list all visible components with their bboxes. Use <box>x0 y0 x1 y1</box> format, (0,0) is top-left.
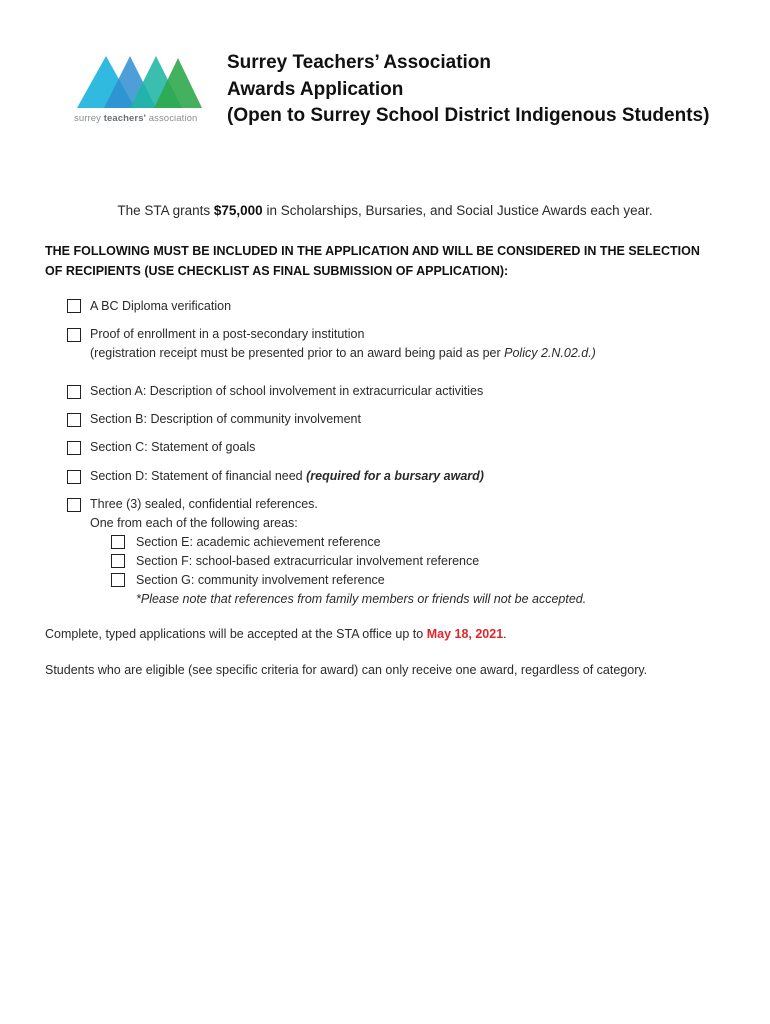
checkbox-section-a[interactable] <box>67 385 81 399</box>
checkbox-section-g[interactable] <box>111 573 125 587</box>
eligibility-text: Students who are eligible (see specific criteria for award) can only receive one award, regardless of category. <box>45 663 648 677</box>
page-title <box>227 50 709 130</box>
title-line-3: (Open to Surrey School District Indigenous Students) <box>227 105 710 126</box>
grant-amount: $75,000 <box>213 203 263 218</box>
checklist-label-diploma: A BC Diploma verification <box>90 299 232 313</box>
checklist-label-section-f: Section F: school-based extracurricular involvement reference <box>136 554 480 568</box>
enrollment-note: (registration receipt must be presented prior to an award being paid as per Policy 2.N.02.d.) <box>90 346 596 360</box>
checkbox-enrollment[interactable] <box>67 328 81 342</box>
mountains-logo-graphic <box>72 50 212 112</box>
checklist-label-section-a: Section A: Description of school involvement in extracurricular activities <box>90 384 484 398</box>
checklist-label-section-d: Section D: Statement of financial need (required for a bursary award) <box>90 469 484 483</box>
checkbox-section-b[interactable] <box>67 413 81 427</box>
checklist-label-section-c: Section C: Statement of goals <box>90 440 256 454</box>
checklist-label-references: Three (3) sealed, confidential references. <box>90 497 318 511</box>
checklist-label-section-g: Section G: community involvement reference <box>136 573 385 587</box>
checklist-label-section-b: Section B: Description of community involvement <box>90 412 361 426</box>
checkbox-references[interactable] <box>67 498 81 512</box>
deadline-text: Complete, typed applications will be accepted at the STA office up to May 18, 2021. <box>45 627 507 641</box>
sta-logo <box>72 50 212 128</box>
checklist-heading: THE FOLLOWING MUST BE INCLUDED IN THE APPLICATION AND WILL BE CONSIDERED IN THE SELECTION OF RECIPIENTS (USE CHECKLIST AS FINAL SUBMISSION OF APPLICATION): <box>45 244 700 278</box>
checklist-label-section-e: Section E: academic achievement reference <box>136 535 381 549</box>
checkbox-diploma[interactable] <box>67 299 81 313</box>
title-line-1: Surrey Teachers’ Association <box>227 52 492 73</box>
checkbox-section-e[interactable] <box>111 535 125 549</box>
intro-text: The STA grants $75,000 in Scholarships, Bursaries, and Social Justice Awards each year. <box>117 203 653 218</box>
checkbox-section-d[interactable] <box>67 470 81 484</box>
checklist-label-enrollment: Proof of enrollment in a post-secondary institution <box>90 327 365 341</box>
logo-wordmark: surrey teachers' association <box>74 113 198 124</box>
checkbox-section-c[interactable] <box>67 441 81 455</box>
checkbox-section-f[interactable] <box>111 554 125 568</box>
deadline-date: May 18, 2021 <box>426 627 504 641</box>
references-subtext: One from each of the following areas: <box>90 516 298 530</box>
references-note: *Please note that references from family members or friends will not be accepted. <box>136 592 587 606</box>
title-line-2: Awards Application <box>227 78 404 100</box>
